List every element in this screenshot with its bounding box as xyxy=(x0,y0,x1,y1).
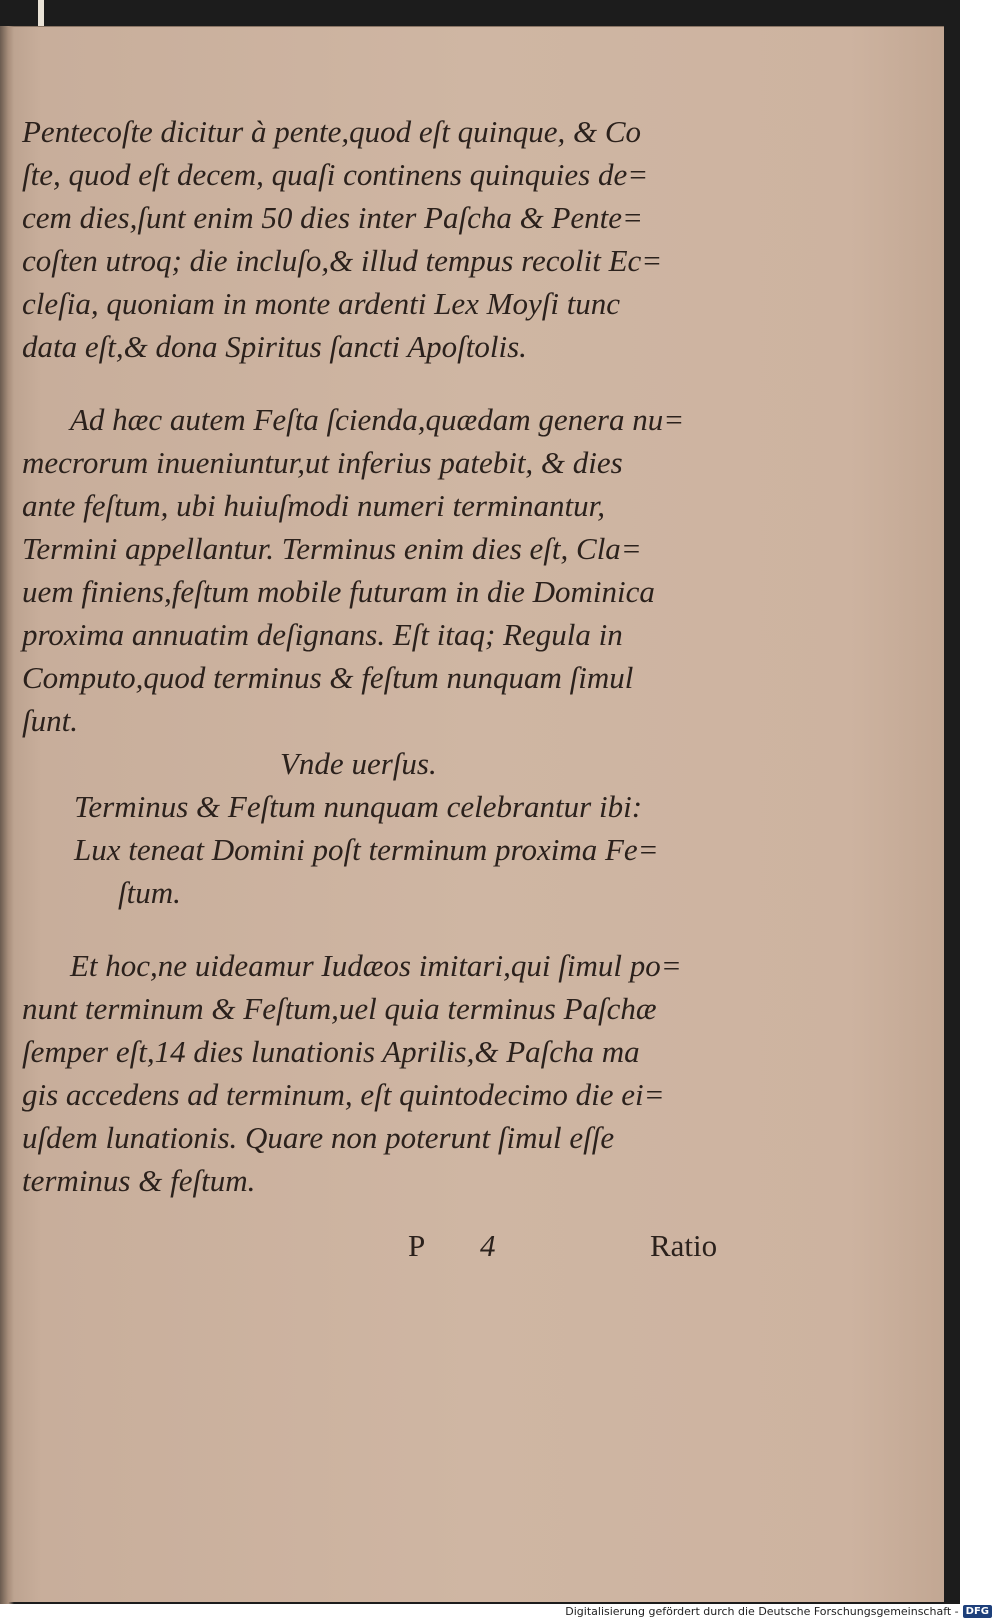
text-line: terminus & feſtum. xyxy=(22,1163,256,1198)
text-line: data eſt,& dona Spiritus ſancti Apoſtolis. xyxy=(22,329,527,364)
binding-mark xyxy=(38,0,44,26)
text-line: Computo,quod terminus & feſtum nunquam ſimul xyxy=(22,660,634,695)
verse-line: ſtum. xyxy=(118,875,181,910)
text-line: cem dies,ſunt enim 50 dies inter Paſcha & Pente= xyxy=(22,200,643,235)
text-line: gis accedens ad terminum, eſt quintodecimo die ei= xyxy=(22,1077,665,1112)
verse-line: Lux teneat Domini poſt terminum proxima Fe= xyxy=(74,832,659,867)
dfg-logo: DFG xyxy=(963,1605,992,1618)
text-line: mecrorum inueniuntur,ut inferius patebit, & dies xyxy=(22,445,623,480)
text-line: Termini appellantur. Terminus enim dies eſt, Cla= xyxy=(22,531,642,566)
text-line: uſdem lunationis. Quare non poterunt ſimul eſſe xyxy=(22,1120,615,1155)
catchword: Ratio xyxy=(650,1228,718,1263)
text-line: Et hoc,ne uideamur Iudæos imitari,qui ſimul po= xyxy=(70,948,682,983)
text-line: ſunt. xyxy=(22,703,78,738)
text-line: cleſia, quoniam in monte ardenti Lex Moyſi tunc xyxy=(22,286,621,321)
text-line: uem finiens,feſtum mobile futuram in die Dominica xyxy=(22,574,655,609)
signature-number: 4 xyxy=(480,1228,496,1263)
text-line: Ad hæc autem Feſta ſcienda,quædam genera nu= xyxy=(70,402,685,437)
text-line: ante feſtum, ubi huiuſmodi numeri terminantur, xyxy=(22,488,605,523)
verse-heading: Vnde uerſus. xyxy=(280,746,437,781)
text-line: ſemper eſt,14 dies lunationis Aprilis,& Paſcha ma xyxy=(22,1034,640,1069)
digitization-credit xyxy=(565,1605,992,1618)
page-text xyxy=(22,110,732,1202)
text-line: nunt terminum & Feſtum,uel quia terminus Paſchæ xyxy=(22,991,657,1026)
text-line: ſte, quod eſt decem, quaſi continens quinquies de= xyxy=(22,157,649,192)
verse-line: Terminus & Feſtum nunquam celebrantur ibi: xyxy=(74,789,643,824)
text-line: coſten utroq; die incluſo,& illud tempus recolit Ec= xyxy=(22,243,663,278)
text-line: Pentecoſte dicitur à pente,quod eſt quinque, & Co xyxy=(22,114,642,149)
text-line: proxima annuatim deſignans. Eſt itaq; Regula in xyxy=(22,617,623,652)
signature-letter: P xyxy=(408,1228,426,1263)
page-left-edge xyxy=(0,26,14,1604)
credit-text: Digitalisierung gefördert durch die Deutsche Forschungsgemeinschaft - xyxy=(565,1605,959,1618)
